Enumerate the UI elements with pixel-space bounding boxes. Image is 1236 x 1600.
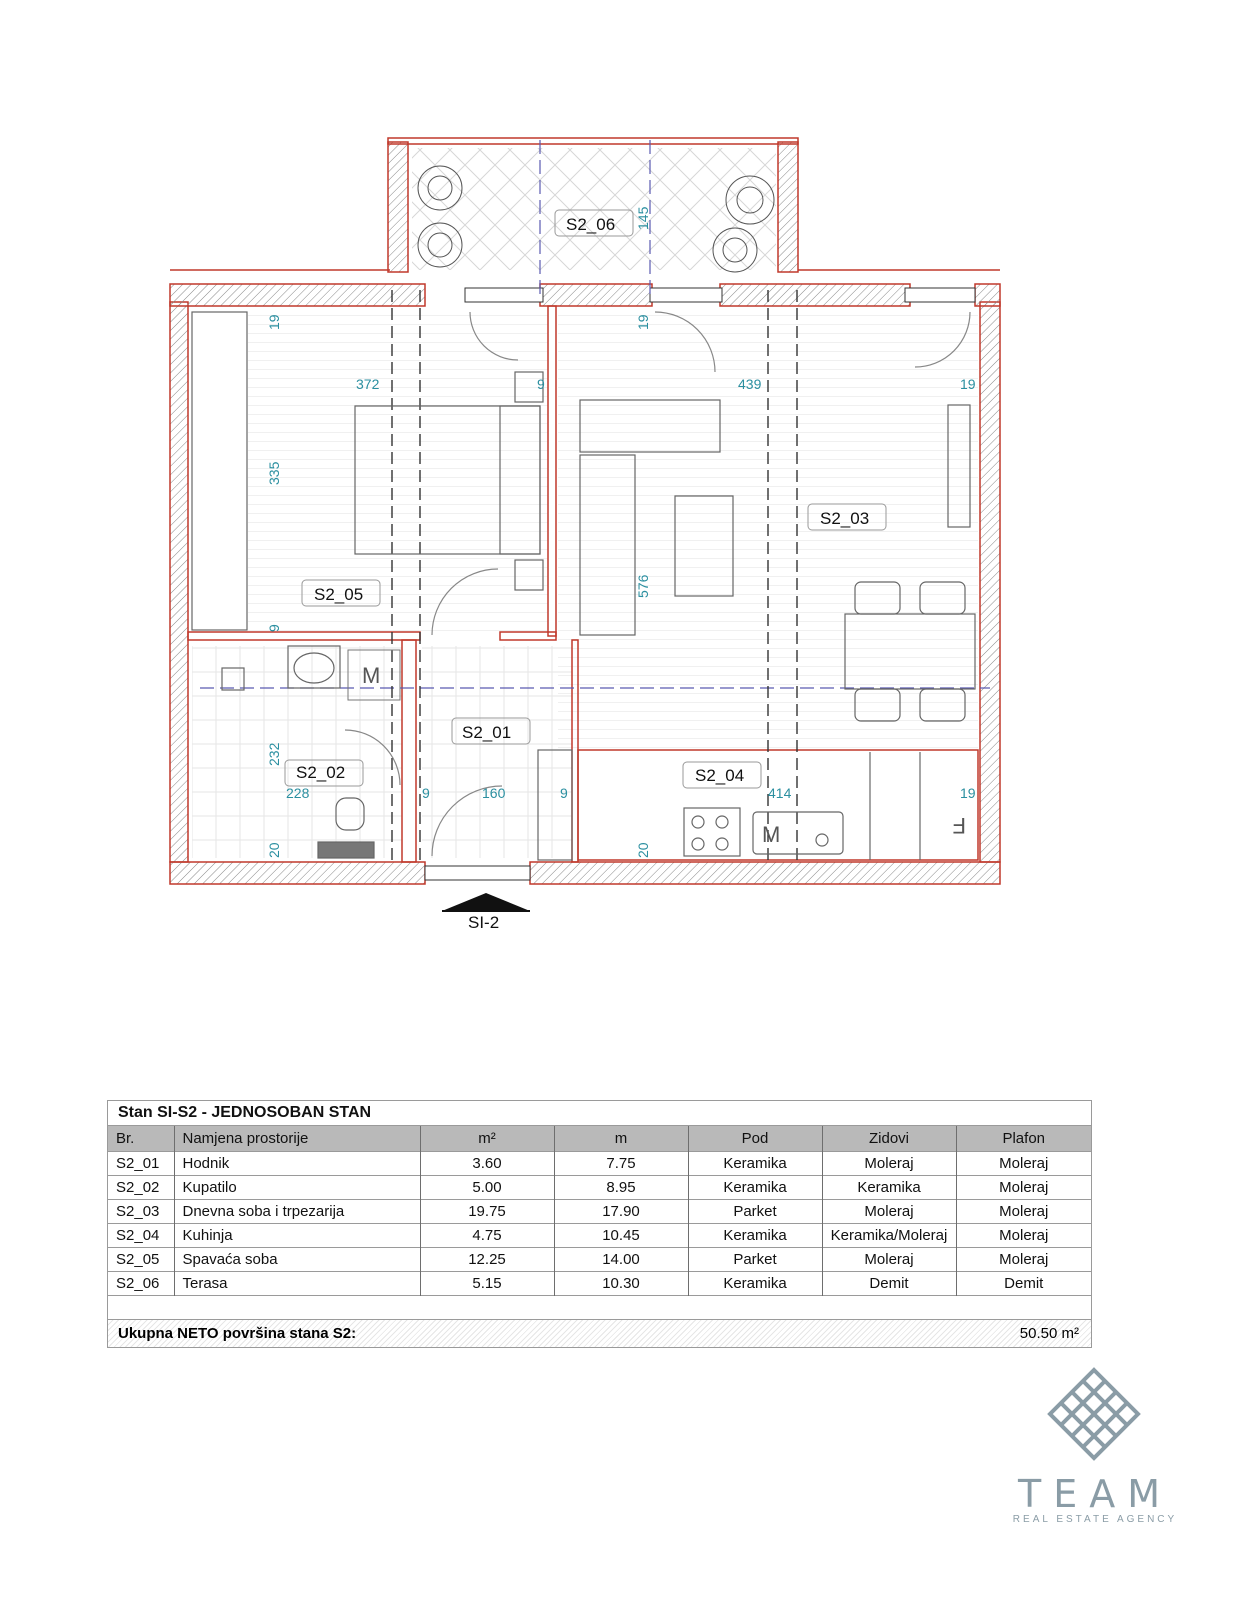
logo-wordmark: TEAM [1017, 1472, 1172, 1516]
room-id: S2_01 [108, 1152, 174, 1176]
room-id: S2_04 [108, 1224, 174, 1248]
table-row [108, 1176, 1091, 1200]
room-walls: Keramika/Moleraj [822, 1224, 956, 1248]
room-floor: Keramika [688, 1224, 822, 1248]
dimension-label: 372 [356, 376, 380, 392]
room-label-s2-03: S2_03 [820, 509, 870, 528]
table-row [108, 1152, 1091, 1176]
total-area-value: 50.50 m² [1019, 1325, 1079, 1342]
room-ceiling: Moleraj [956, 1152, 1091, 1176]
room-schedule [107, 1100, 1092, 1348]
room-area: 3.60 [420, 1152, 554, 1176]
column-header: Br. [108, 1126, 174, 1152]
table-row [108, 1200, 1091, 1224]
column-header: Namjena prostorije [174, 1126, 420, 1152]
dimension-label: 414 [768, 785, 792, 801]
room-area: 5.00 [420, 1176, 554, 1200]
hall-floor [422, 646, 572, 858]
room-id: S2_03 [108, 1200, 174, 1224]
lattice-logo-icon [1010, 1364, 1180, 1464]
fridge-label: F [952, 813, 966, 838]
dimension-label: 9 [266, 624, 282, 632]
room-id: S2_06 [108, 1272, 174, 1296]
room-perimeter: 8.95 [554, 1176, 688, 1200]
dimension-label: 228 [286, 785, 310, 801]
room-walls: Keramika [822, 1176, 956, 1200]
room-name: Kupatilo [174, 1176, 420, 1200]
dimension-label: 145 [635, 206, 651, 230]
meter-label-bath: M [362, 663, 381, 688]
room-area: 5.15 [420, 1272, 554, 1296]
room-name: Dnevna soba i trpezarija [174, 1200, 420, 1224]
room-perimeter: 14.00 [554, 1248, 688, 1272]
schedule-table [108, 1126, 1091, 1319]
dimension-label: 335 [266, 461, 282, 485]
room-walls: Moleraj [822, 1152, 956, 1176]
dimension-label: 9 [560, 785, 568, 801]
room-perimeter: 10.30 [554, 1272, 688, 1296]
dimension-label: 19 [266, 314, 282, 330]
dimension-label: 439 [738, 376, 762, 392]
room-ceiling: Moleraj [956, 1224, 1091, 1248]
room-floor: Keramika [688, 1272, 822, 1296]
total-area-label: Ukupna NETO površina stana S2: [118, 1325, 357, 1342]
room-id: S2_02 [108, 1176, 174, 1200]
dimension-label: 20 [266, 842, 282, 858]
dimension-label: 160 [482, 785, 506, 801]
table-row [108, 1248, 1091, 1272]
dimension-label: 19 [960, 376, 976, 392]
column-header: Zidovi [822, 1126, 956, 1152]
dimension-label: 20 [635, 842, 651, 858]
team-logo [1010, 1364, 1180, 1524]
schedule-header-row [108, 1126, 1091, 1152]
room-label-s2-04: S2_04 [695, 766, 745, 785]
dimension-label: 576 [635, 574, 651, 598]
table-row [108, 1272, 1091, 1296]
room-area: 19.75 [420, 1200, 554, 1224]
total-area-row [108, 1319, 1091, 1347]
room-ceiling: Moleraj [956, 1200, 1091, 1224]
column-header: m² [420, 1126, 554, 1152]
meter-label-kitchen: M [762, 822, 781, 847]
column-header: Plafon [956, 1126, 1091, 1152]
room-name: Hodnik [174, 1152, 420, 1176]
room-perimeter: 17.90 [554, 1200, 688, 1224]
terrace-floor [412, 148, 776, 270]
room-name: Terasa [174, 1272, 420, 1296]
dimension-label: 19 [635, 314, 651, 330]
schedule-title: Stan SI-S2 - JEDNOSOBAN STAN [108, 1101, 1091, 1126]
dimension-label: 19 [960, 785, 976, 801]
room-id: S2_05 [108, 1248, 174, 1272]
room-floor: Keramika [688, 1176, 822, 1200]
room-ceiling: Moleraj [956, 1248, 1091, 1272]
room-walls: Moleraj [822, 1200, 956, 1224]
spacer-row [108, 1296, 1091, 1320]
room-label-s2-02: S2_02 [296, 763, 346, 782]
room-walls: Moleraj [822, 1248, 956, 1272]
bedroom-floor [248, 312, 548, 632]
table-row [108, 1224, 1091, 1248]
room-perimeter: 7.75 [554, 1152, 688, 1176]
logo-tagline: REAL ESTATE AGENCY [1012, 1514, 1178, 1525]
room-area: 4.75 [420, 1224, 554, 1248]
room-label-s2-06: S2_06 [566, 215, 616, 234]
dimension-label: 9 [422, 785, 430, 801]
room-floor: Parket [688, 1248, 822, 1272]
section-marker-label: SI-2 [468, 913, 500, 932]
column-header: Pod [688, 1126, 822, 1152]
dimension-label: 9 [537, 376, 545, 392]
room-name: Spavaća soba [174, 1248, 420, 1272]
dimension-label: 232 [266, 742, 282, 766]
room-ceiling: Moleraj [956, 1176, 1091, 1200]
room-ceiling: Demit [956, 1272, 1091, 1296]
room-area: 12.25 [420, 1248, 554, 1272]
room-label-s2-01: S2_01 [462, 723, 512, 742]
section-arrow-icon [442, 893, 530, 911]
room-walls: Demit [822, 1272, 956, 1296]
column-header: m [554, 1126, 688, 1152]
room-floor: Parket [688, 1200, 822, 1224]
room-name: Kuhinja [174, 1224, 420, 1248]
room-label-s2-05: S2_05 [314, 585, 364, 604]
room-floor: Keramika [688, 1152, 822, 1176]
room-perimeter: 10.45 [554, 1224, 688, 1248]
